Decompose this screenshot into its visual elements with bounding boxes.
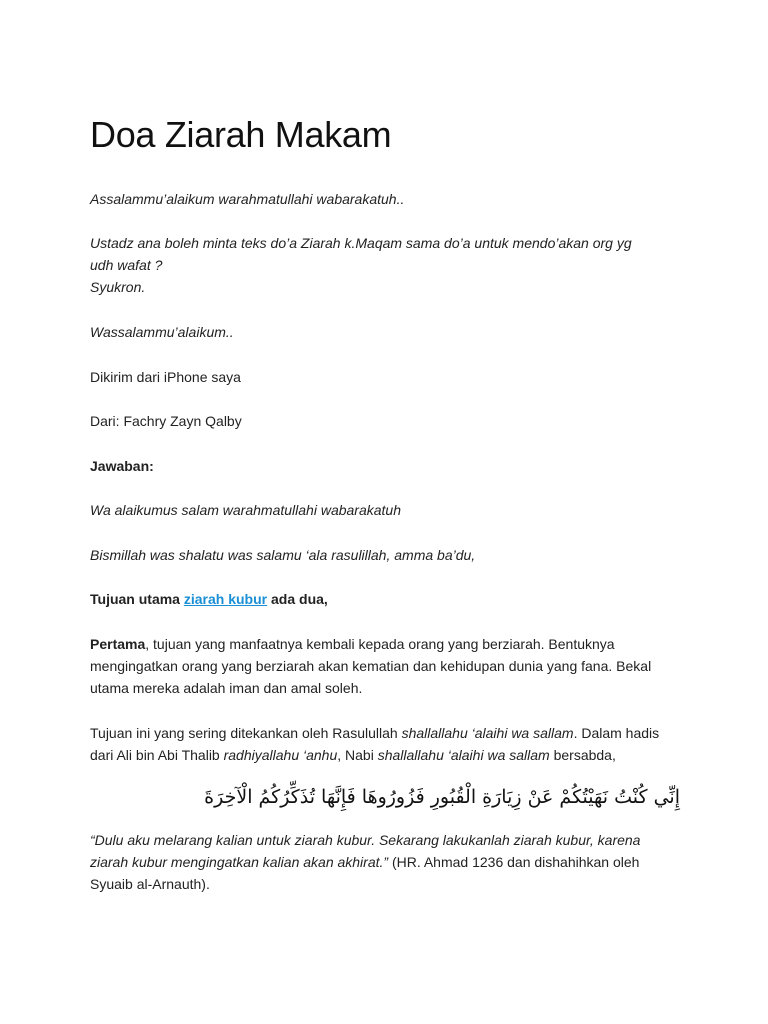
emphasis-text-2: . Dalam hadis <box>573 725 660 741</box>
question-line-1: Ustadz ana boleh minta teks do’a Ziarah k.Maqam sama do’a untuk mendo’akan org yg <box>90 235 632 251</box>
emphasis-honorific-1: shallallahu ‘alaihi wa sallam <box>401 725 574 741</box>
first-line-2: mengingatkan orang yang berziarah akan kematian dan kehidupan dunia yang fana. Bekal <box>90 658 652 674</box>
sender-text: Dari: Fachry Zayn Qalby <box>90 413 242 429</box>
emphasis-text-1: Tujuan ini yang sering ditekankan oleh Rasulullah <box>90 725 402 741</box>
bismillah-text: Bismillah was shalatu was salamu ‘ala rasulillah, amma ba’du, <box>90 547 476 563</box>
closing-text: Wassalammu’alaikum.. <box>90 324 234 340</box>
first-line-1: , tujuan yang manfaatnya kembali kepada orang yang berziarah. Bentuknya <box>145 636 615 652</box>
translation-paragraph <box>90 829 680 895</box>
first-purpose-paragraph <box>90 633 680 699</box>
purpose-prefix: Tujuan utama <box>90 591 184 607</box>
ziarah-kubur-link[interactable]: ziarah kubur <box>183 591 268 607</box>
emphasis-text-4: , Nabi <box>337 747 378 763</box>
purpose-text <box>90 588 680 610</box>
translation-line-1: “Dulu aku melarang kalian untuk ziarah kubur. Sekarang lakukanlah ziarah kubur, karena <box>90 832 641 848</box>
reply-greeting: Wa alaikumus salam warahmatullahi wabarakatuh <box>90 502 402 518</box>
emphasis-honorific-3: shallallahu ‘alaihi wa sallam <box>377 747 550 763</box>
emphasis-honorific-2: radhiyallahu ‘anhu <box>223 747 338 763</box>
purpose-suffix: ada dua, <box>267 591 328 607</box>
greeting-text: Assalammu’alaikum warahmatullahi wabarakatuh.. <box>90 191 405 207</box>
arabic-hadith: إِنِّي كُنْتُ نَهَيْتُكُمْ عَنْ زِيَارَةِ الْقُبُورِ فَزُورُوهَا فَإِنَّهَا تُذَكِّرُكُمُ الْآخِرَةَ <box>204 786 680 808</box>
first-label: Pertama <box>90 636 146 652</box>
question-text <box>90 232 680 298</box>
translation-line-2-italic: ziarah kubur mengingatkan kalian akan akhirat.” <box>90 854 389 870</box>
emphasis-paragraph <box>90 722 680 766</box>
question-line-2: udh wafat ? <box>90 257 163 273</box>
translation-line-2-rest: (HR. Ahmad 1236 dan dishahihkan oleh <box>388 854 640 870</box>
translation-line-3: Syuaib al-Arnauth). <box>90 876 210 892</box>
emphasis-text-3: dari Ali bin Abi Thalib <box>90 747 224 763</box>
sent-from-text: Dikirim dari iPhone saya <box>90 369 241 385</box>
first-line-3: utama mereka adalah iman dan amal soleh. <box>90 680 363 696</box>
emphasis-text-5: bersabda, <box>549 747 616 763</box>
answer-heading: Jawaban: <box>90 458 154 474</box>
thanks-text: Syukron. <box>90 279 146 295</box>
page-title: Doa Ziarah Makam <box>90 114 392 155</box>
